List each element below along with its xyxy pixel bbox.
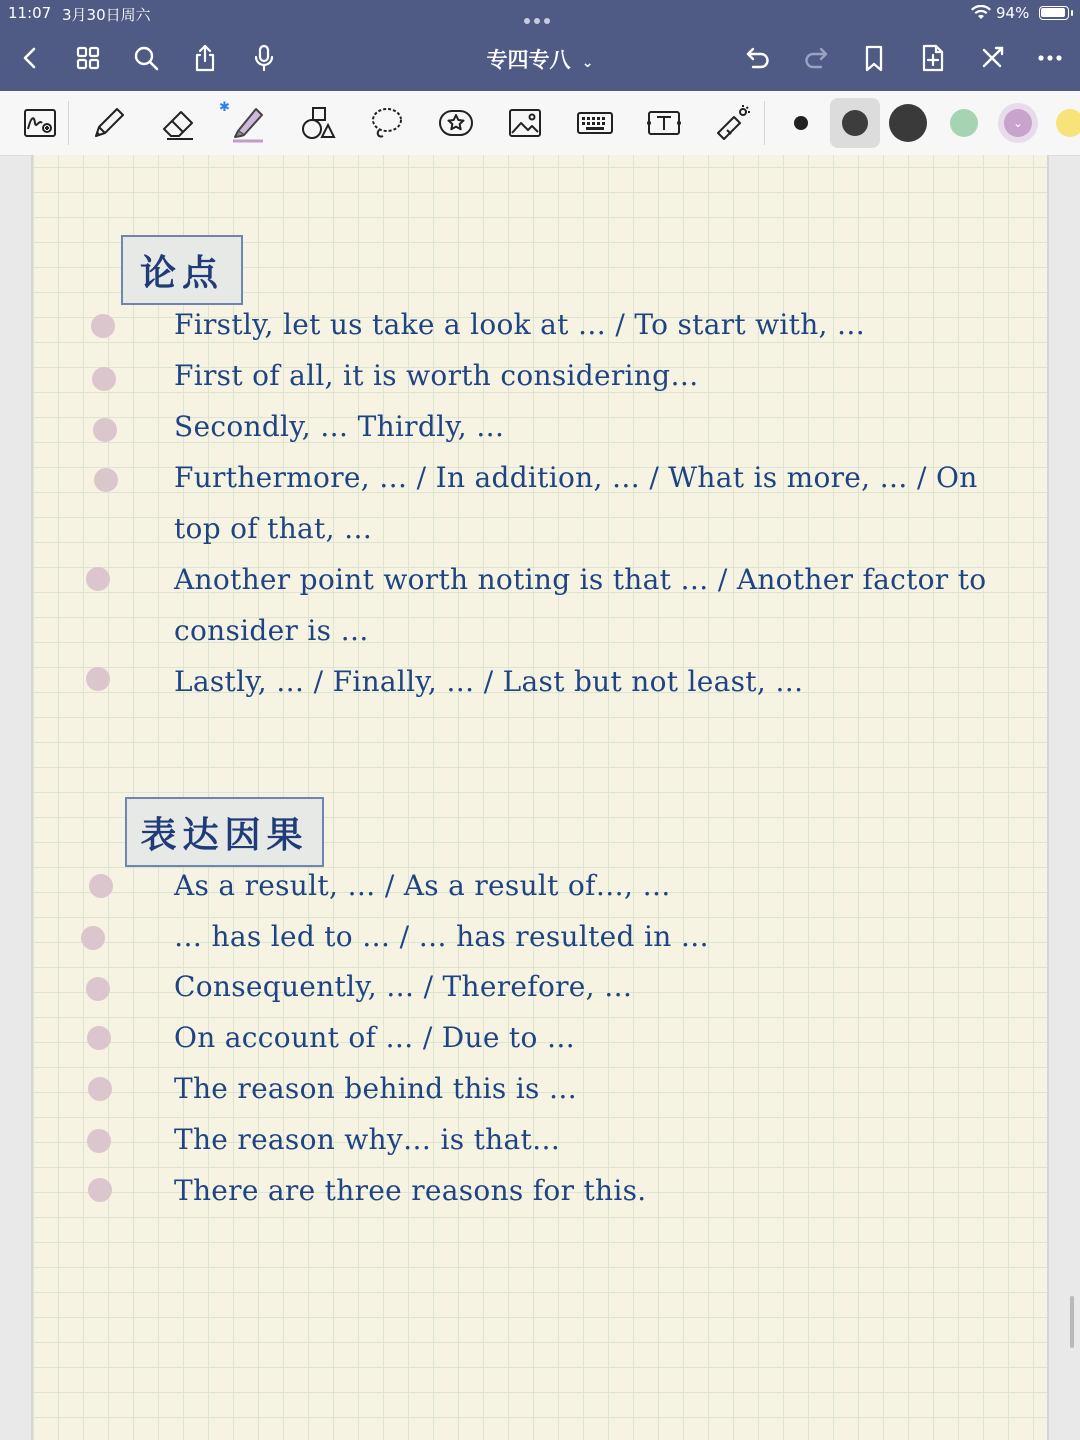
color-swatch-dark-gray[interactable] xyxy=(842,110,868,136)
section-heading-cause-effect xyxy=(125,797,324,867)
bullet-dot xyxy=(86,977,110,1001)
lasso-icon[interactable] xyxy=(363,99,411,147)
document-title: 专四专八 xyxy=(486,48,571,72)
shapes-icon[interactable] xyxy=(294,99,342,147)
bullet-dot xyxy=(92,367,116,391)
list-item-continuation: consider is … xyxy=(174,614,369,647)
list-item: The reason why… is that… xyxy=(174,1123,561,1156)
bullet-dot xyxy=(87,1026,111,1050)
microphone-icon[interactable] xyxy=(246,40,282,76)
list-item: There are three reasons for this. xyxy=(174,1174,647,1207)
battery-icon xyxy=(1039,6,1069,20)
battery-percent: 94% xyxy=(996,4,1030,22)
list-item: The reason behind this is … xyxy=(174,1072,578,1105)
document-title-dropdown[interactable] xyxy=(440,44,640,74)
eraser-icon[interactable] xyxy=(155,99,203,147)
image-icon[interactable] xyxy=(501,99,549,147)
bullet-dot xyxy=(86,667,110,691)
color-swatch-yellow[interactable] xyxy=(1056,109,1080,137)
bullet-dot xyxy=(87,1129,111,1153)
bullet-dot xyxy=(81,926,105,950)
bookmark-icon[interactable] xyxy=(856,40,892,76)
top-bar xyxy=(0,0,1080,91)
grid-icon[interactable] xyxy=(70,40,106,76)
list-item: As a result, … / As a result of…, … xyxy=(174,869,671,902)
add-page-icon[interactable] xyxy=(915,40,951,76)
list-item: Secondly, … Thirdly, … xyxy=(174,410,505,443)
chevron-down-icon: ⌄ xyxy=(1004,109,1032,137)
search-icon[interactable] xyxy=(128,40,164,76)
bluetooth-icon: ✱ xyxy=(219,100,230,115)
list-item: Firstly, let us take a look at … / To start with, … xyxy=(174,308,866,341)
list-item: Furthermore, … / In addition, … / What is more, … / On xyxy=(174,461,978,494)
note-page[interactable] xyxy=(33,155,1047,1440)
list-item: First of all, it is worth considering… xyxy=(174,359,699,392)
share-icon[interactable] xyxy=(187,40,223,76)
close-icon[interactable] xyxy=(974,40,1010,76)
highlighter-icon[interactable] xyxy=(224,99,272,147)
status-time: 11:07 xyxy=(8,4,52,22)
status-date: 3月30日周六 xyxy=(62,6,151,24)
bullet-dot xyxy=(91,314,115,338)
bullet-dot xyxy=(86,567,110,591)
text-box-icon[interactable] xyxy=(640,99,688,147)
list-item: On account of … / Due to … xyxy=(174,1021,576,1054)
redo-icon[interactable] xyxy=(798,40,834,76)
bullet-dot xyxy=(88,1178,112,1202)
bullet-dot xyxy=(88,1077,112,1101)
chevron-down-icon: ⌄ xyxy=(581,55,594,71)
bullet-dot xyxy=(94,468,118,492)
color-swatch-green[interactable] xyxy=(950,109,978,137)
laser-pointer-icon[interactable] xyxy=(708,99,756,147)
tool-bar xyxy=(0,91,1080,156)
wifi-icon xyxy=(970,5,992,25)
list-item-continuation: top of that, … xyxy=(174,512,373,545)
undo-icon[interactable] xyxy=(740,40,776,76)
list-item: Another point worth noting is that … / Another factor to xyxy=(174,563,987,596)
bullet-dot xyxy=(93,418,117,442)
back-icon[interactable] xyxy=(12,40,48,76)
list-item: Lastly, … / Finally, … / Last but not least, … xyxy=(174,665,804,698)
multitasking-dots-icon[interactable] xyxy=(524,10,556,16)
list-item: … has led to … / … has resulted in … xyxy=(174,920,710,953)
section-heading-arguments xyxy=(121,235,243,305)
page-edge-right xyxy=(1047,155,1049,1440)
status-bar xyxy=(0,0,1080,26)
handwriting-convert-icon[interactable] xyxy=(16,99,64,147)
pen-icon[interactable] xyxy=(85,99,133,147)
section-heading-arguments-text: 论点 xyxy=(139,251,224,294)
bullet-dot xyxy=(89,874,113,898)
section-heading-cause-effect-text: 表达因果 xyxy=(140,813,309,856)
list-item: Consequently, … / Therefore, … xyxy=(174,970,633,1003)
color-swatch-purple[interactable] xyxy=(998,103,1038,143)
keyboard-icon[interactable] xyxy=(571,99,619,147)
more-icon[interactable] xyxy=(1032,40,1068,76)
color-swatch-small-dot[interactable] xyxy=(794,116,808,130)
sticker-icon[interactable] xyxy=(432,99,480,147)
scrollbar[interactable] xyxy=(1070,1296,1074,1348)
color-swatch-black[interactable] xyxy=(889,104,927,142)
